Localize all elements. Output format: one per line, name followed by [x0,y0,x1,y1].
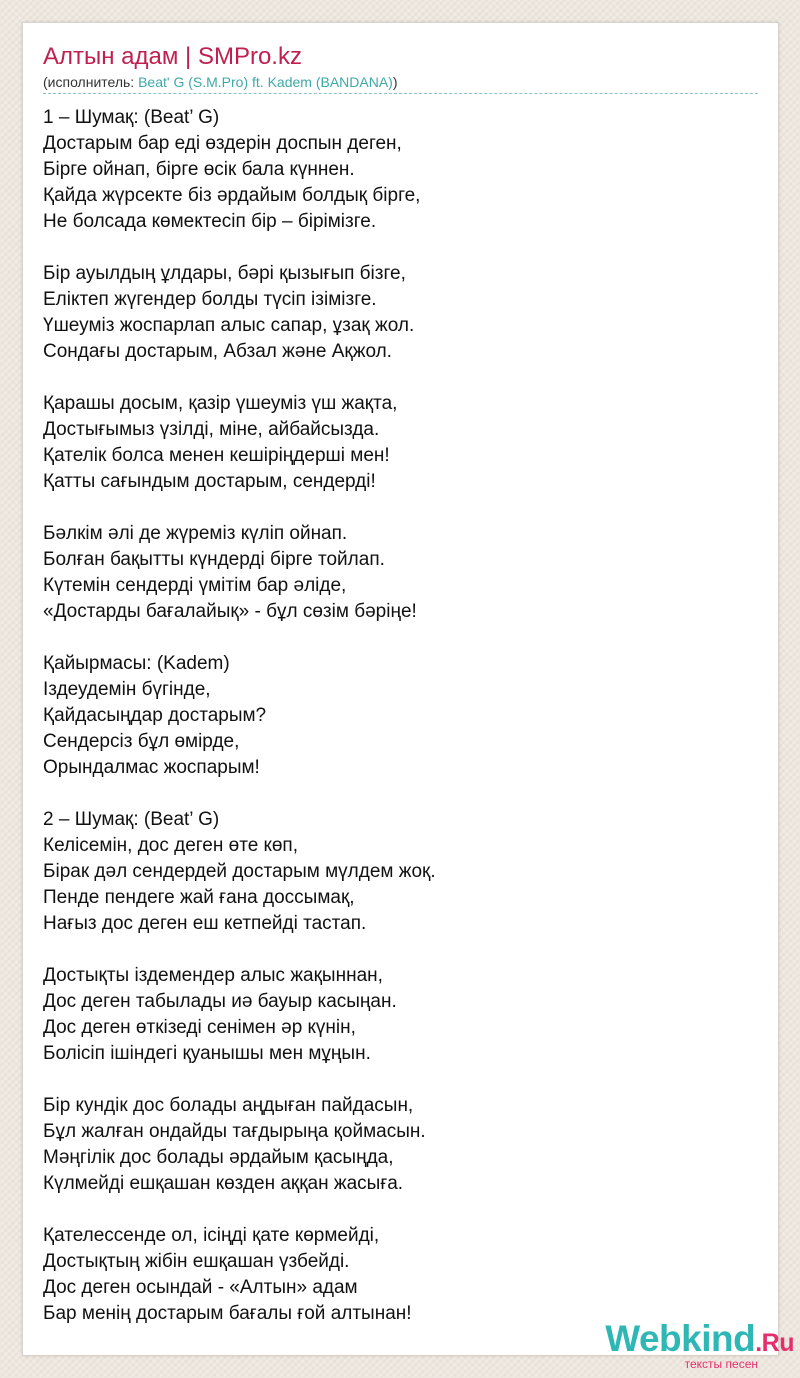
lyric-line: Достықтың жібін ешқашан үзбейді. [43,1251,350,1272]
logo-main-text: Webkind [605,1318,756,1359]
lyric-line: Дос деген осындай - «Алтын» адам [43,1277,358,1298]
lyric-line: Қателік болса менен кешіріңдерші мен! [43,445,390,466]
lyrics-stanza [43,391,436,495]
lyric-line: Қателессенде ол, ісіңді қате көрмейді, [43,1225,380,1246]
logo-tagline: тексты песен [684,1357,758,1371]
lyric-line: Еліктеп жүгендер болды түсіп ізімізге. [43,289,377,310]
lyric-line: Достықты іздемендер алыс жақыннан, [43,965,383,986]
lyric-line: Үшеуміз жоспарлап алыс сапар, ұзақ жол. [43,315,415,336]
lyrics-card [22,22,779,1356]
lyric-line: Іздеудемін бүгінде, [43,679,211,700]
lyric-line: Достарым бар еді өздерін доспын деген, [43,133,402,154]
lyric-line: Қайырмасы: (Kadem) [43,653,230,674]
lyric-line: Бір ауылдың ұлдары, бәрі қызығып бізге, [43,263,406,284]
lyric-line: 1 – Шумақ: (Beat’ G) [43,107,220,128]
logo-suffix-text: .Ru [755,1329,794,1357]
lyrics-stanza [43,261,436,365]
lyric-line: Достығымыз үзілді, міне, айбайсызда. [43,419,380,440]
page-title: Алтын адам | SMPro.kz [43,43,302,70]
lyric-line: Дос деген табылады иә бауыр касыңан. [43,991,397,1012]
lyric-line: Дос деген өткізеді сенімен әр күнін, [43,1017,356,1038]
lyric-line: Сондағы достарым, Абзал және Ақжол. [43,341,392,362]
lyric-line: Бір кундік дос болады аңдыған пайдасын, [43,1095,414,1116]
header-divider [43,93,758,94]
lyrics-stanza [43,807,436,937]
lyric-line: Болған бақытты күндерді бірге тойлап. [43,549,385,570]
lyric-line: Күлмейді ешқашан көзден аққан жасыға. [43,1173,404,1194]
lyric-line: «Достарды бағалайық» - бұл сөзім бәріңе! [43,601,417,622]
logo-wordmark [605,1320,794,1362]
lyrics-body [43,105,436,1327]
lyric-line: Сендерсіз бұл өмірде, [43,731,240,752]
lyric-line: Мәңгілік дос болады әрдайым қасыңда, [43,1147,394,1168]
performer-prefix: (исполнитель: [43,74,139,90]
lyric-line: Бірак дәл сендердей достарым мүлдем жоқ. [43,861,436,882]
lyric-line: Күтемін сендерді үмітім бар әліде, [43,575,347,596]
lyrics-stanza [43,1093,436,1197]
lyric-line: Келісемін, дос деген өте көп, [43,835,298,856]
lyrics-stanza [43,521,436,625]
lyric-line: Нағыз дос деген еш кетпейді тастап. [43,913,367,934]
lyric-line: Бәлкім әлі де жүреміз күліп ойнап. [43,523,348,544]
lyric-line: Қатты сағындым достарым, сендерді! [43,471,376,492]
lyric-line: Бірге ойнап, бірге өсік бала күннен. [43,159,355,180]
lyrics-stanza [43,1223,436,1327]
lyrics-stanza [43,651,436,781]
lyric-line: Қайда жүрсекте біз әрдайым болдық бірге, [43,185,421,206]
lyric-line: Пенде пендеге жай ғана доссымақ, [43,887,355,908]
performer-line [43,74,398,91]
lyric-line: Бұл жалған ондайды тағдырыңа қоймасын. [43,1121,426,1142]
lyric-line: Қарашы досым, қазір үшеуміз үш жақта, [43,393,398,414]
lyric-line: Бар менің достарым бағалы ғой алтынан! [43,1303,412,1324]
lyric-line: Орындалмас жоспарым! [43,757,260,778]
lyrics-stanza [43,963,436,1067]
lyric-line: Қайдасыңдар достарым? [43,705,267,726]
lyric-line: Болісіп ішіндегі қуанышы мен мұңын. [43,1043,371,1064]
performer-suffix: ) [392,74,398,90]
lyric-line: 2 – Шумақ: (Beat’ G) [43,809,220,830]
lyrics-stanza [43,105,436,235]
webkind-logo[interactable] [605,1320,794,1370]
lyric-line: Не болсада көмектесіп бір – бірімізге. [43,211,377,232]
performer-link[interactable]: Beat' G (S.M.Pro) ft. Kadem (BANDANA) [138,74,393,90]
